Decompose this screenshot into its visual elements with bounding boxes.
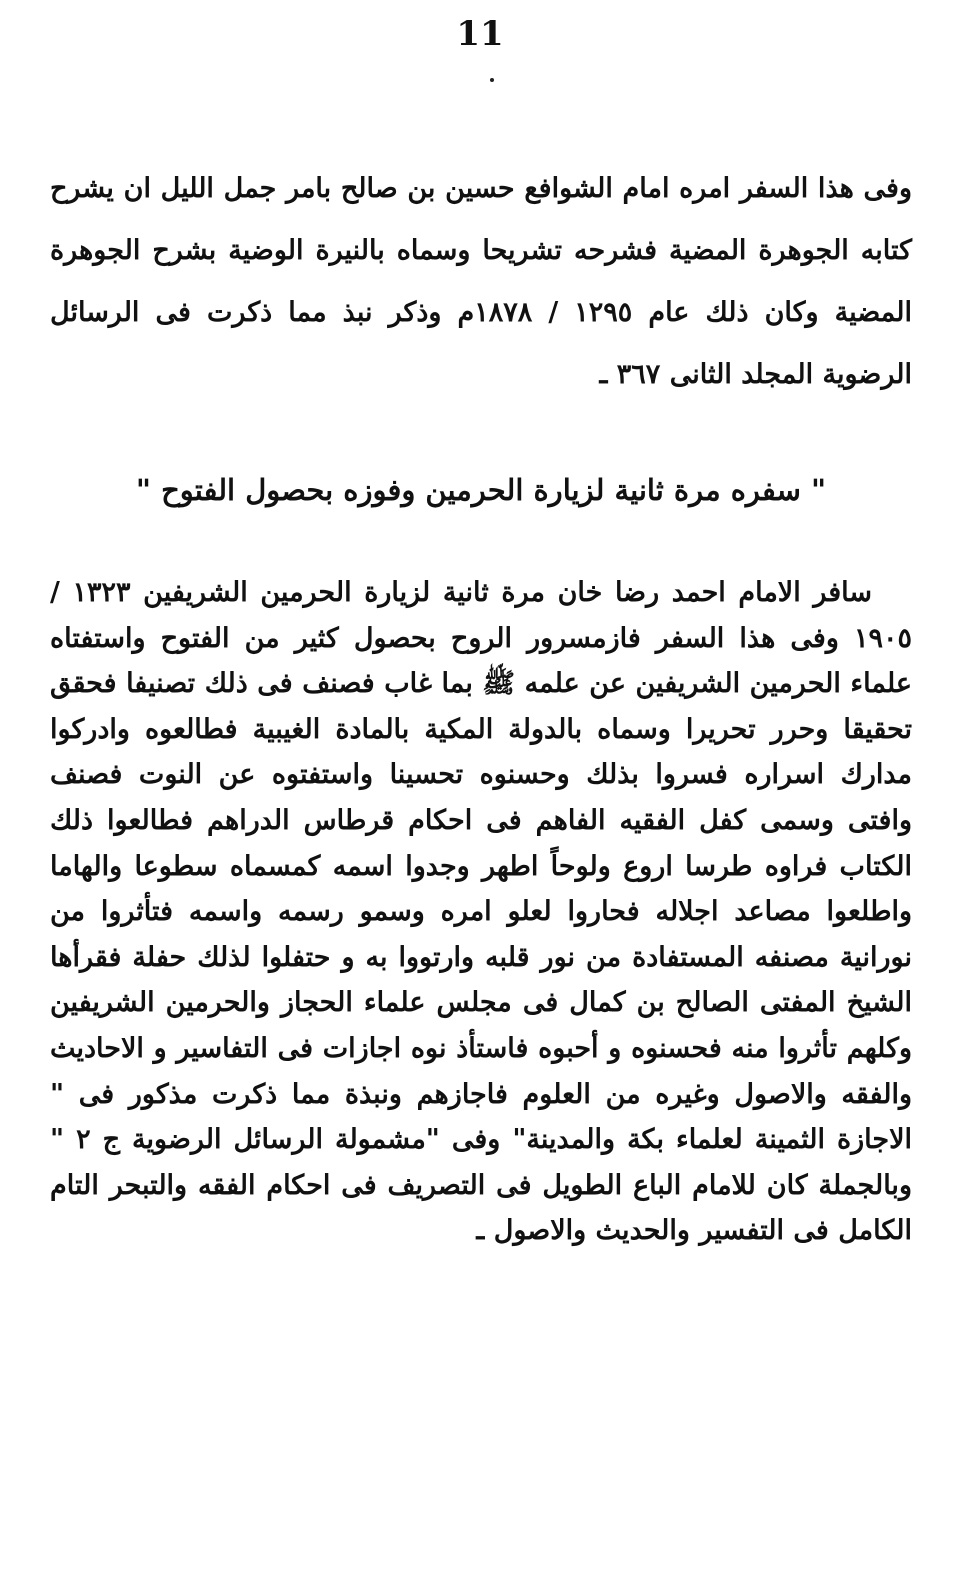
paragraph-second-journey: سافر الامام احمد رضا خان مرة ثانية لزيارة الحرمين الشريفين ١٣٢٣ / ١٩٠٥ وفى هذا السفر فازمسرور الروح بحصول كثير من الفتوح واستفتاه علماء الحرمين الشريفين عن علمه ﷺ بما غاب فصنف فى ذلك تصنيفا فحقق تحقيقا وحرر تحريرا وسماه بالدولة المكية بالمادة الغيبية فطالعوه وادركوا مدارك اسراره فسروا بذلك وحسنوه تحسينا واستفتوه عن النوت فصنف وافتى وسمى كفل الفقيه الفاهم فى احكام قرطاس الدراهم فطالعوا ذلك الكتاب فراوه طرسا اروع ولوحاً اطهر وجدوا اسمه كمسماه سطوعا والهاما واطلعوا مصاعد اجلاله فحاروا لعلو امره وسمو رسمه واسمه فتأثروا من نورانية مصنفه المستفادة من نور قلبه وارتووا به و حتفلوا لذلك حفلة فقرأها الشيخ المفتى الصالح بن كمال فى مجلس علماء الحجاز والحرمين الشريفين وكلهم تأثروا منه فحسنوه و أحبوه فاستأذ نوه اجازات فى التفاسير و الاحاديث والفقه والاصول وغيره من العلوم فاجازهم ونبذة مما ذكرت مذكور فى " الاجازة الثمينة لعلماء بكة والمدينة" وفى "مشمولة الرسائل الرضوية ج ٢ " وبالجملة كان للامام الباع الطويل فى التصريف فى احكام الفقه والتبحر التام الكامل فى التفسير والحديث والاصول ـ bbox=[50, 577, 912, 1247]
section-heading: " سفره مرة ثانية لزيارة الحرمين وفوزه بحصول الفتوح " bbox=[135, 473, 827, 507]
paragraph-sharh-jawhara: وفى هذا السفر امره امام الشوافع حسين بن صالح بامر جمل الليل ان يشرح كتابه الجوهرة المضية فشرحه تشريحا وسماه بالنيرة الوضية بشرح الجوهرة المضية وكان ذلك عام ١٢٩٥ / ١٨٧٨م وذكر نبذ مما ذكرت فى الرسائل الرضوية المجلد الثانى ٣٦٧ ـ bbox=[50, 173, 912, 390]
print-speck bbox=[490, 78, 494, 82]
page-number: 11 bbox=[456, 14, 504, 54]
